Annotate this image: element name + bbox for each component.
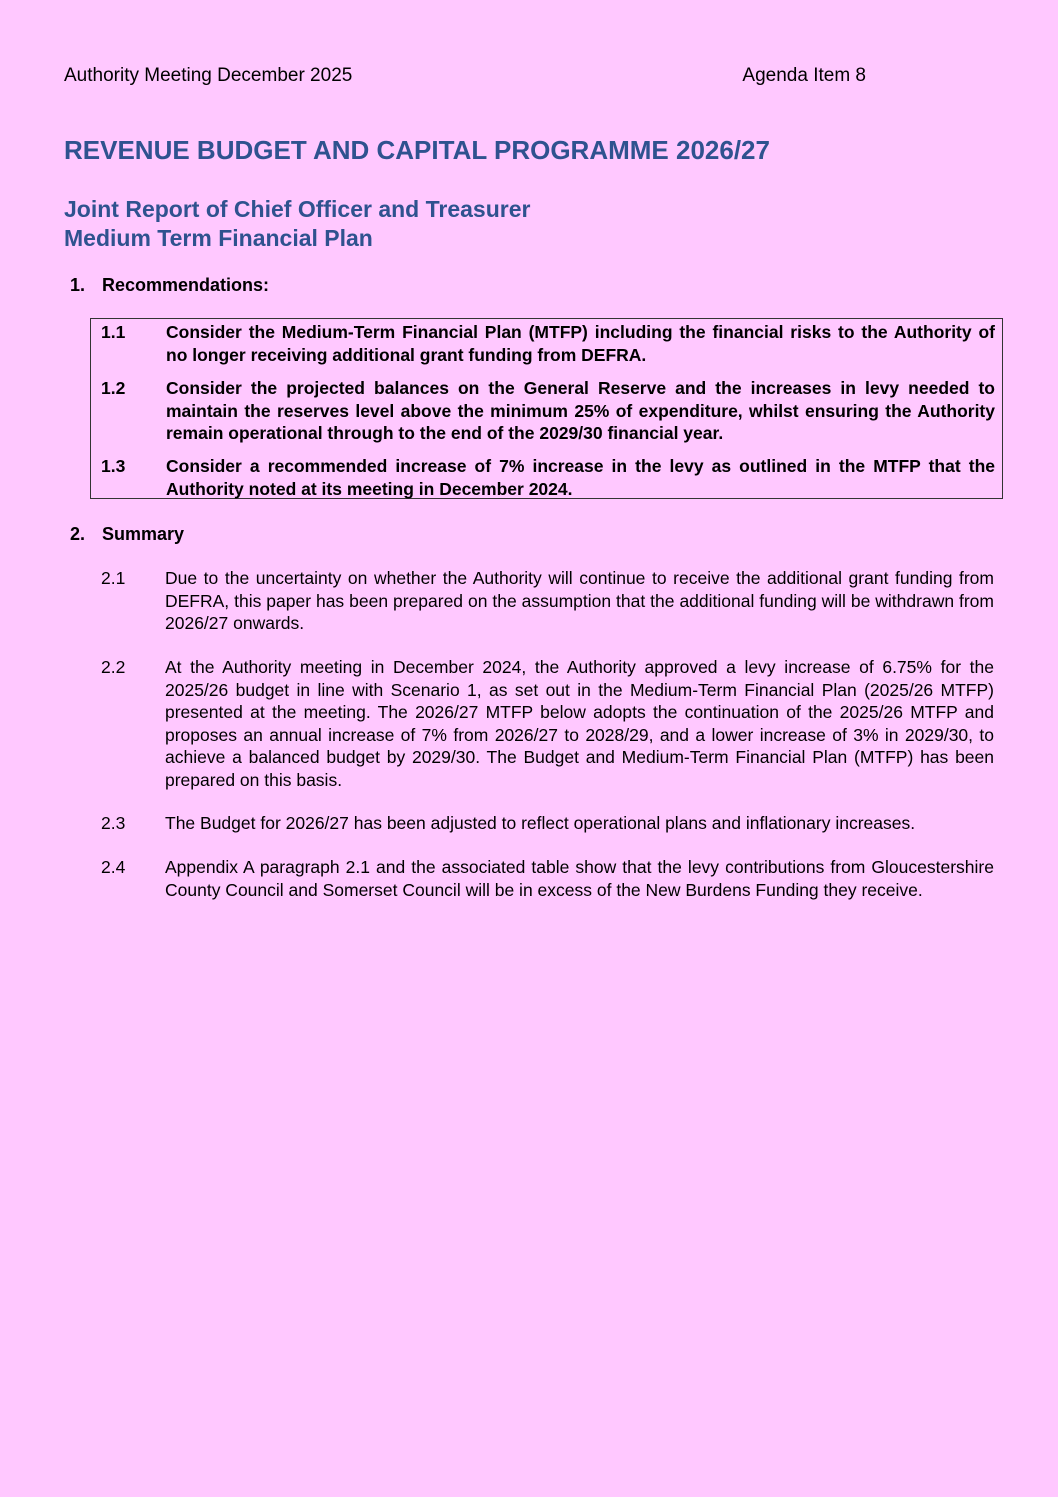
item-number: 1.1 — [101, 322, 126, 342]
meeting-label: Authority Meeting December 2025 — [64, 65, 353, 86]
item-text: Due to the uncertainty on whether the Authority will continue to receive the additional grant funding from DEFRA, this paper has been prepared on the assumption that the additional funding will be withdrawn from 2026/27 onwards. — [165, 568, 994, 633]
subtitle-line-1: Joint Report of Chief Officer and Treasurer — [64, 196, 531, 222]
item-text: Consider the projected balances on the General Reserve and the increases in levy needed to maintain the reserves level above the minimum 25% of expenditure, whilst ensuring the Authority remain operational through to the end of the 2029/30 financial year. — [166, 378, 995, 443]
agenda-item-label: Agenda Item 8 — [742, 65, 866, 86]
section-heading-recommendations — [70, 274, 269, 296]
item-number: 2.4 — [101, 857, 126, 877]
item-number: 2.1 — [101, 568, 126, 588]
section-title: Recommendations: — [102, 275, 270, 295]
item-text: Consider a recommended increase of 7% increase in the levy as outlined in the MTFP that the Authority noted at its meeting in December 2024. — [166, 456, 995, 499]
section-number: 1. — [70, 275, 86, 295]
section-title: Summary — [102, 524, 185, 544]
subtitle-line-2: Medium Term Financial Plan — [64, 225, 373, 251]
section-heading-summary — [70, 523, 184, 545]
item-number: 1.3 — [101, 456, 126, 476]
item-text: The Budget for 2026/27 has been adjusted to reflect operational plans and inflationary increases. — [165, 813, 916, 833]
section-number: 2. — [70, 524, 86, 544]
item-number: 1.2 — [101, 378, 126, 398]
page-title: REVENUE BUDGET AND CAPITAL PROGRAMME 2026/27 — [64, 135, 770, 165]
recommendations-box — [90, 318, 1003, 499]
item-text: Appendix A paragraph 2.1 and the associated table show that the levy contributions from Gloucestershire County Council and Somerset Council will be in excess of the New Burdens Funding they receive. — [165, 857, 994, 900]
item-number: 2.3 — [101, 813, 126, 833]
item-number: 2.2 — [101, 657, 126, 677]
report-subtitle — [64, 195, 530, 253]
item-text: Consider the Medium-Term Financial Plan (MTFP) including the financial risks to the Authority of no longer receiving additional grant funding from DEFRA. — [166, 322, 995, 365]
item-text: At the Authority meeting in December 2024, the Authority approved a levy increase of 6.75% for the 2025/26 budget in line with Scenario 1, as set out in the Medium-Term Financial Plan (2025/26 MTFP) presented at the meeting. The 2026/27 MTFP below adopts the continuation of the 2025/26 MTFP and proposes an annual increase of 7% from 2026/27 to 2028/29, and a lower increase of 3% in 2029/30, to achieve a balanced budget by 2029/30. The Budget and Medium-Term Financial Plan (MTFP) has been prepared on this basis. — [165, 657, 994, 790]
